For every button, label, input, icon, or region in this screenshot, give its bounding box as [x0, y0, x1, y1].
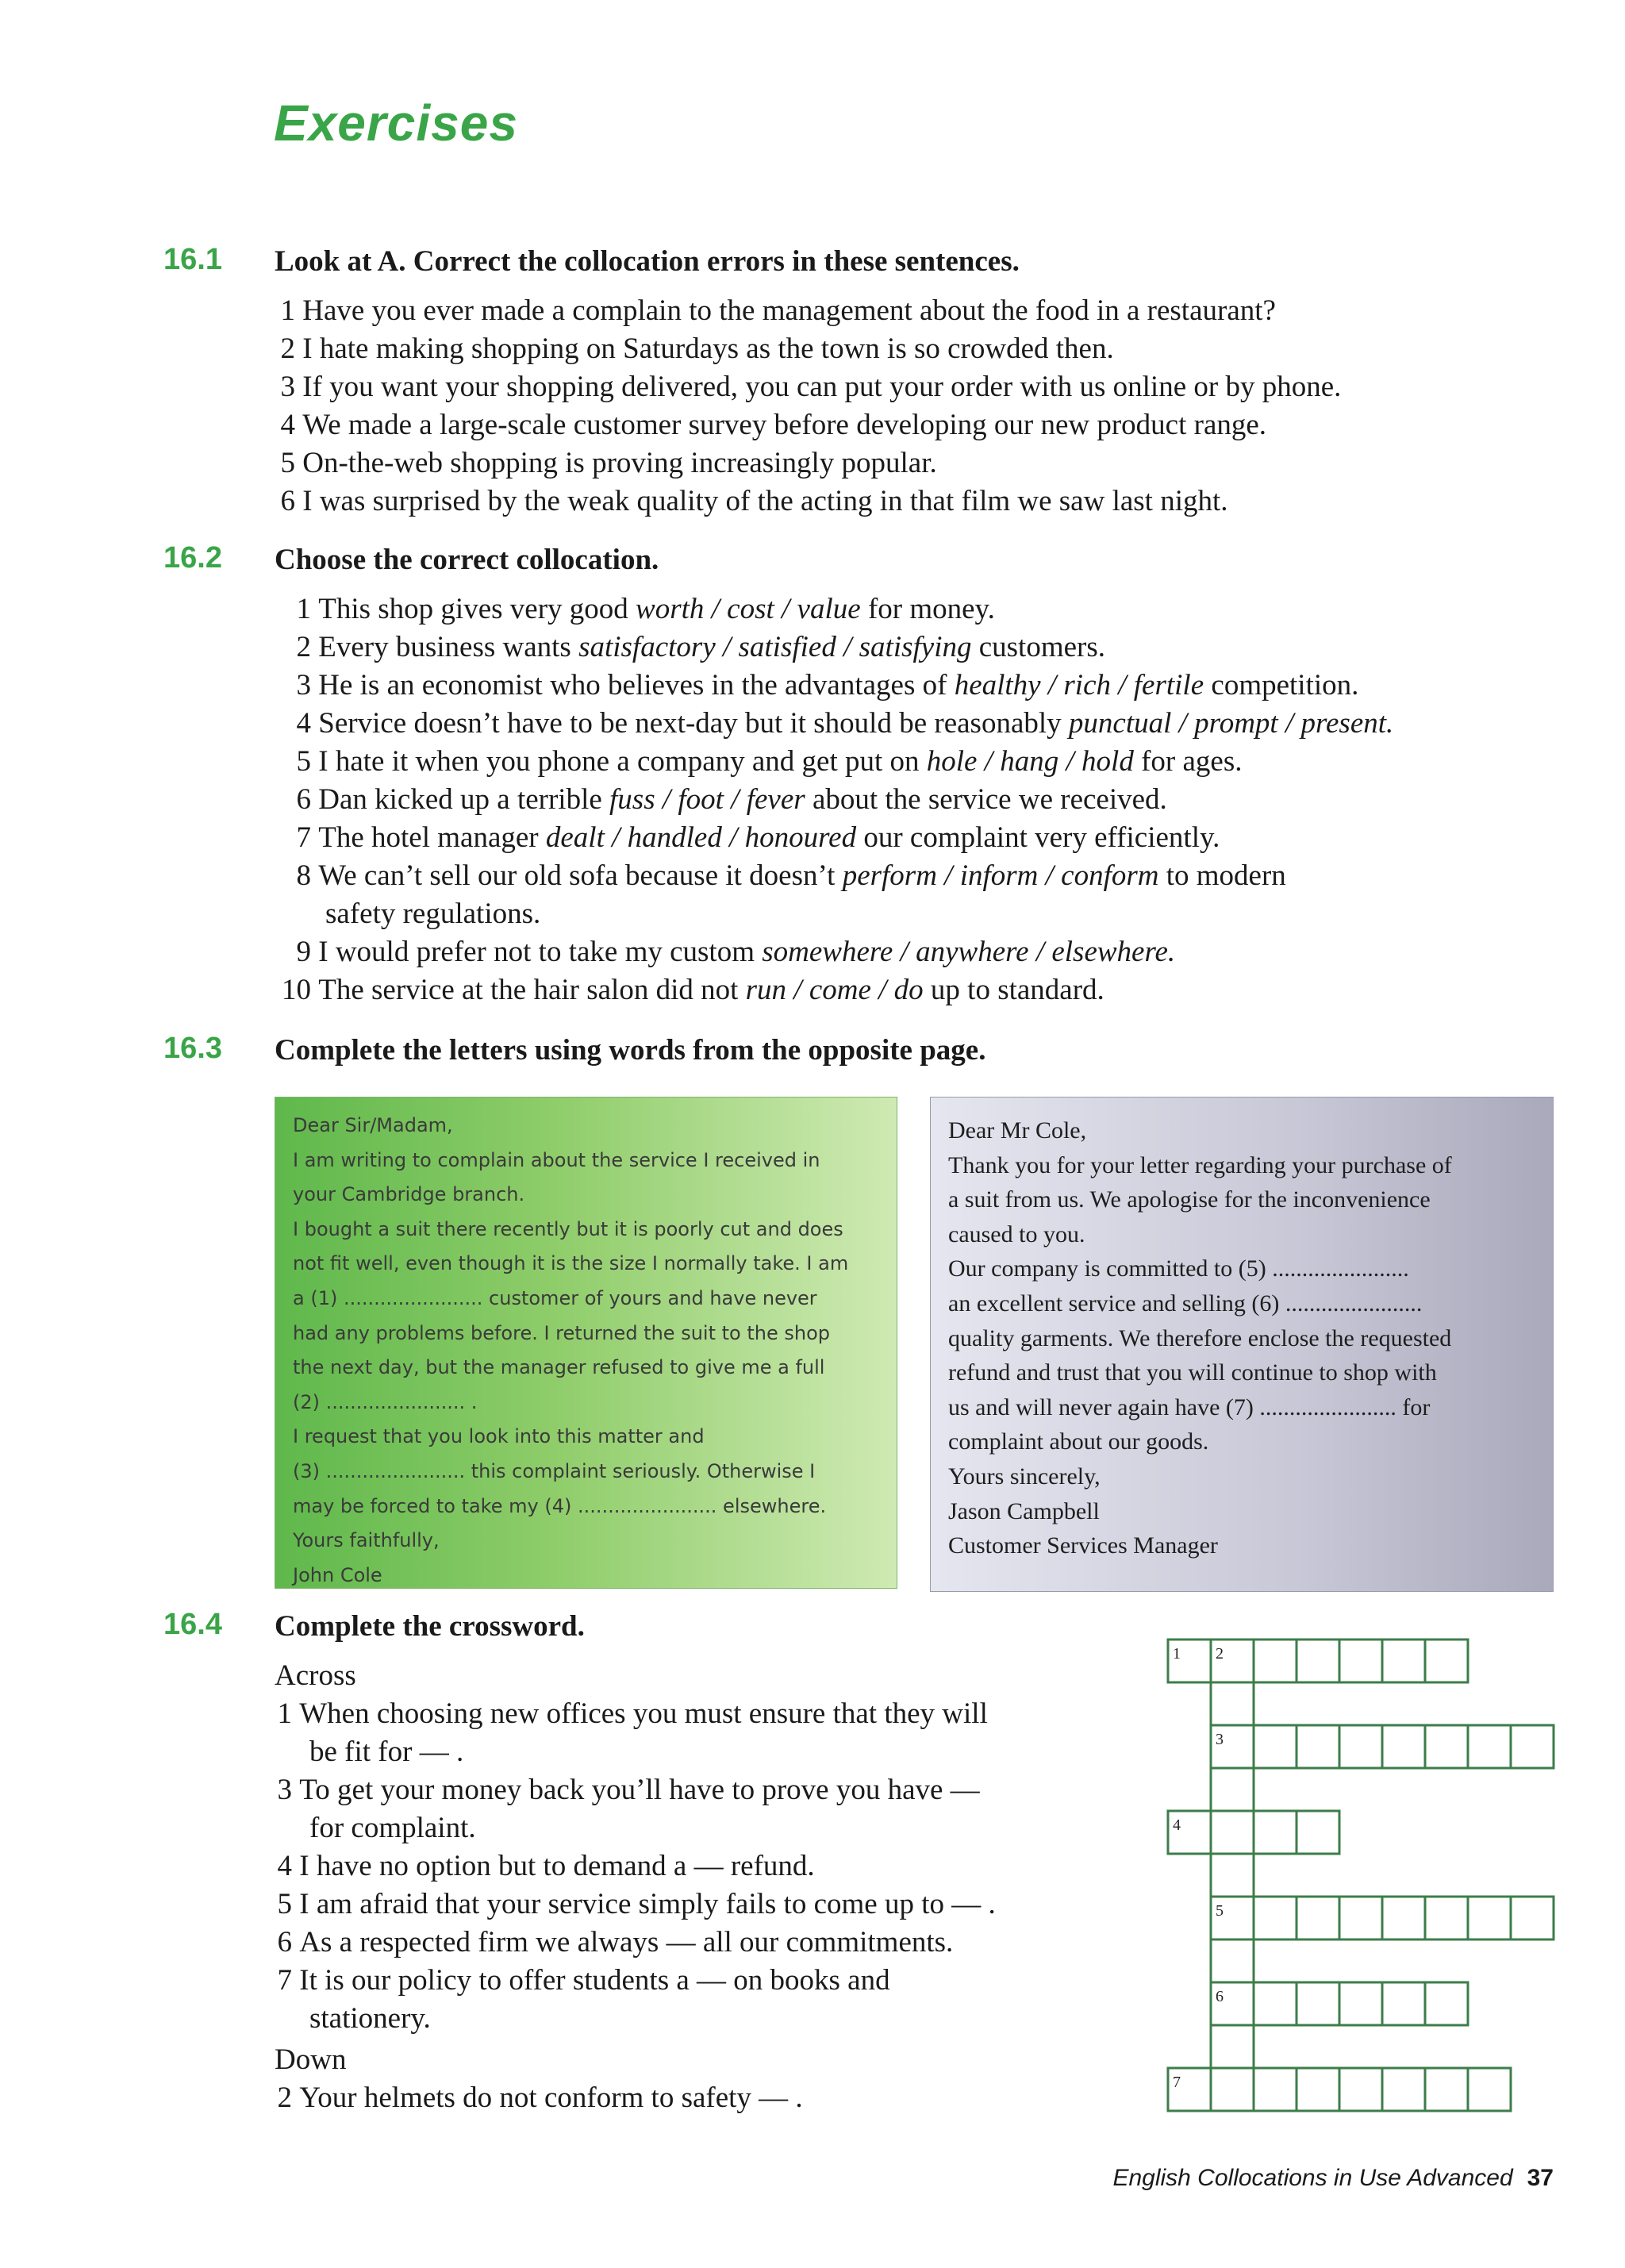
crossword-cell[interactable]	[1254, 1639, 1297, 1682]
crossword-cell[interactable]	[1211, 1768, 1254, 1811]
crossword-cell[interactable]	[1211, 2025, 1254, 2068]
exercise-instruction: Complete the letters using words from the opposite page.	[275, 1034, 986, 1067]
crossword-cell[interactable]	[1511, 1897, 1554, 1939]
clue: 5 I am afraid that your service simply fails to come up to — .	[277, 1888, 996, 1920]
crossword-cell[interactable]	[1339, 2068, 1382, 2111]
crossword-cell[interactable]	[1211, 2068, 1254, 2111]
crossword-cell[interactable]	[1339, 1897, 1382, 1939]
crossword-cell[interactable]	[1382, 2068, 1425, 2111]
list-item: 6 Dan kicked up a terrible fuss / foot / fever about the service we received.	[296, 783, 1167, 816]
list-item: 1 Have you ever made a complain to the management about the food in a restaurant?	[280, 294, 1276, 327]
crossword-cell[interactable]	[1254, 1725, 1297, 1768]
letter-line: a suit from us. We apologise for the inconvenience	[948, 1186, 1431, 1213]
crossword-svg	[1165, 1636, 1558, 2114]
reply-letter	[930, 1097, 1554, 1592]
list-item: 2 I hate making shopping on Saturdays as the town is so crowded then.	[280, 333, 1114, 365]
list-item: 1 This shop gives very good worth / cost / value for money.	[296, 593, 995, 625]
page-title: Exercises	[274, 94, 518, 152]
letter-line: had any problems before. I returned the suit to the shop	[293, 1321, 830, 1344]
clue-continuation: for complaint.	[309, 1812, 476, 1844]
crossword-cell[interactable]	[1297, 1897, 1339, 1939]
crossword-cell[interactable]	[1339, 1982, 1382, 2025]
list-item: 10 The service at the hair salon did not run / come / do up to standard.	[282, 974, 1104, 1006]
clue: 2 Your helmets do not conform to safety — .	[277, 2082, 803, 2114]
clue-continuation: stationery.	[309, 2002, 431, 2035]
clue-heading-down: Down	[275, 2043, 347, 2076]
letter-line: Yours faithfully,	[293, 1529, 440, 1552]
letter-line: us and will never again have (7) ....................... for	[948, 1393, 1431, 1420]
crossword-cell[interactable]	[1425, 1725, 1468, 1768]
exercise-instruction: Look at A. Correct the collocation errors in these sentences.	[275, 245, 1020, 278]
list-item: 3 If you want your shopping delivered, you can put your order with us online or by phone.	[280, 371, 1342, 403]
page-number: 37	[1527, 2165, 1554, 2191]
crossword-clues	[275, 1659, 996, 2119]
crossword-clue-number: 7	[1173, 2074, 1181, 2091]
crossword-cell[interactable]	[1382, 1639, 1425, 1682]
exercise-instruction: Complete the crossword.	[275, 1610, 585, 1643]
crossword-cell[interactable]	[1468, 1897, 1511, 1939]
crossword-cell[interactable]	[1339, 1725, 1382, 1768]
list-item: 3 He is an economist who believes in the advantages of healthy / rich / fertile competition.	[296, 669, 1359, 702]
letter-line: Yours sincerely,	[948, 1463, 1101, 1490]
crossword-cell[interactable]	[1425, 1639, 1468, 1682]
exercise-number: 16.2	[163, 541, 222, 575]
crossword-cell[interactable]	[1297, 2068, 1339, 2111]
list-item: 5 I hate it when you phone a company and get put on hole / hang / hold for ages.	[296, 745, 1243, 778]
crossword-grid	[1165, 1636, 1558, 2114]
crossword-cell[interactable]	[1468, 2068, 1511, 2111]
page-footer	[1112, 2165, 1554, 2192]
crossword-cell[interactable]	[1211, 1811, 1254, 1854]
crossword-cell[interactable]	[1211, 1854, 1254, 1897]
crossword-cell[interactable]	[1511, 1725, 1554, 1768]
clue: 1 When choosing new offices you must ensure that they will	[277, 1697, 988, 1730]
clue: 3 To get your money back you’ll have to prove you have —	[277, 1774, 980, 1806]
list-item: 7 The hotel manager dealt / handled / honoured our complaint very efficiently.	[296, 821, 1220, 854]
exercise-instruction: Choose the correct collocation.	[275, 544, 659, 576]
crossword-clue-number: 1	[1173, 1645, 1181, 1663]
letter-line: your Cambridge branch.	[293, 1183, 525, 1206]
crossword-cell[interactable]	[1425, 1982, 1468, 2025]
letter-line: the next day, but the manager refused to give me a full	[293, 1356, 825, 1379]
letter-line: may be forced to take my (4) ....................... elsewhere.	[293, 1494, 827, 1517]
crossword-clue-number: 6	[1216, 1988, 1224, 2005]
letter-line: a (1) ....................... customer of yours and have never	[293, 1286, 817, 1309]
letter-line: not fit well, even though it is the size I normally take. I am	[293, 1252, 849, 1275]
list-item: 2 Every business wants satisfactory / satisfied / satisfying customers.	[296, 631, 1106, 663]
letter-line: Jason Campbell	[948, 1497, 1100, 1524]
crossword-cell[interactable]	[1254, 1982, 1297, 2025]
crossword-cell[interactable]	[1211, 1682, 1254, 1725]
letter-line: Dear Sir/Madam,	[293, 1114, 453, 1136]
list-item: 5 On-the-web shopping is proving increasingly popular.	[280, 447, 937, 479]
complaint-letter	[275, 1097, 897, 1589]
list-item: 8 We can’t sell our old sofa because it doesn’t perform / inform / conform to modern	[296, 859, 1286, 892]
letter-line: Customer Services Manager	[948, 1532, 1218, 1559]
crossword-clue-number: 4	[1173, 1816, 1181, 1834]
crossword-cell[interactable]	[1468, 1725, 1511, 1768]
exercise-number: 16.3	[163, 1032, 222, 1065]
crossword-cell[interactable]	[1382, 1725, 1425, 1768]
clue-heading-across: Across	[275, 1659, 356, 1692]
exercise-number: 16.4	[163, 1608, 222, 1641]
letter-line: Our company is committed to (5) .......................	[948, 1255, 1409, 1282]
exercise-number: 16.1	[163, 243, 222, 276]
letter-line: quality garments. We therefore enclose the requested	[948, 1324, 1452, 1351]
crossword-clue-number: 2	[1216, 1645, 1224, 1663]
letter-line: I request that you look into this matter and	[293, 1425, 705, 1448]
letter-line: Thank you for your letter regarding your purchase of	[948, 1151, 1452, 1178]
crossword-cell[interactable]	[1211, 1939, 1254, 1982]
crossword-cell[interactable]	[1297, 1811, 1339, 1854]
crossword-cell[interactable]	[1297, 1982, 1339, 2025]
crossword-cell[interactable]	[1254, 1811, 1297, 1854]
crossword-clue-number: 5	[1216, 1902, 1224, 1920]
letter-line: complaint about our goods.	[948, 1428, 1209, 1455]
crossword-cell[interactable]	[1254, 1897, 1297, 1939]
crossword-cell[interactable]	[1297, 1725, 1339, 1768]
clue: 4 I have no option but to demand a — refund.	[277, 1850, 815, 1882]
letter-line: Dear Mr Cole,	[948, 1117, 1087, 1144]
list-item: 6 I was surprised by the weak quality of the acting in that film we saw last night.	[280, 485, 1228, 517]
crossword-cell[interactable]	[1382, 1982, 1425, 2025]
letter-line: (2) ....................... .	[293, 1390, 478, 1413]
letter-line: an excellent service and selling (6) .......................	[948, 1290, 1423, 1317]
letter-line: caused to you.	[948, 1220, 1085, 1247]
letter-line: I bought a suit there recently but it is poorly cut and does	[293, 1217, 843, 1240]
letter-line: refund and trust that you will continue to shop with	[948, 1359, 1437, 1386]
crossword-cell[interactable]	[1297, 1639, 1339, 1682]
list-item: 4 We made a large-scale customer survey before developing our new product range.	[280, 409, 1267, 441]
book-title: English Collocations in Use Advanced	[1112, 2165, 1513, 2191]
exercise-list	[275, 592, 1393, 1011]
list-item-continuation: safety regulations.	[325, 898, 541, 930]
letter-line: I am writing to complain about the service I received in	[293, 1148, 820, 1171]
clue: 7 It is our policy to offer students a — on books and	[277, 1964, 890, 1997]
crossword-cell[interactable]	[1382, 1897, 1425, 1939]
crossword-clue-number: 3	[1216, 1731, 1224, 1748]
crossword-cell[interactable]	[1339, 1639, 1382, 1682]
crossword-cell[interactable]	[1254, 2068, 1297, 2111]
letter-line: (3) ....................... this complaint seriously. Otherwise I	[293, 1459, 816, 1482]
letter-line: John Cole	[293, 1563, 382, 1586]
list-item: 9 I would prefer not to take my custom somewhere / anywhere / elsewhere.	[296, 936, 1176, 968]
exercise-list	[275, 294, 1341, 522]
crossword-cell[interactable]	[1425, 1897, 1468, 1939]
crossword-cell[interactable]	[1425, 2068, 1468, 2111]
list-item: 4 Service doesn’t have to be next-day but it should be reasonably punctual / prompt / present.	[296, 707, 1394, 740]
clue-continuation: be fit for — .	[309, 1736, 464, 1768]
clue: 6 As a respected firm we always — all our commitments.	[277, 1926, 954, 1959]
